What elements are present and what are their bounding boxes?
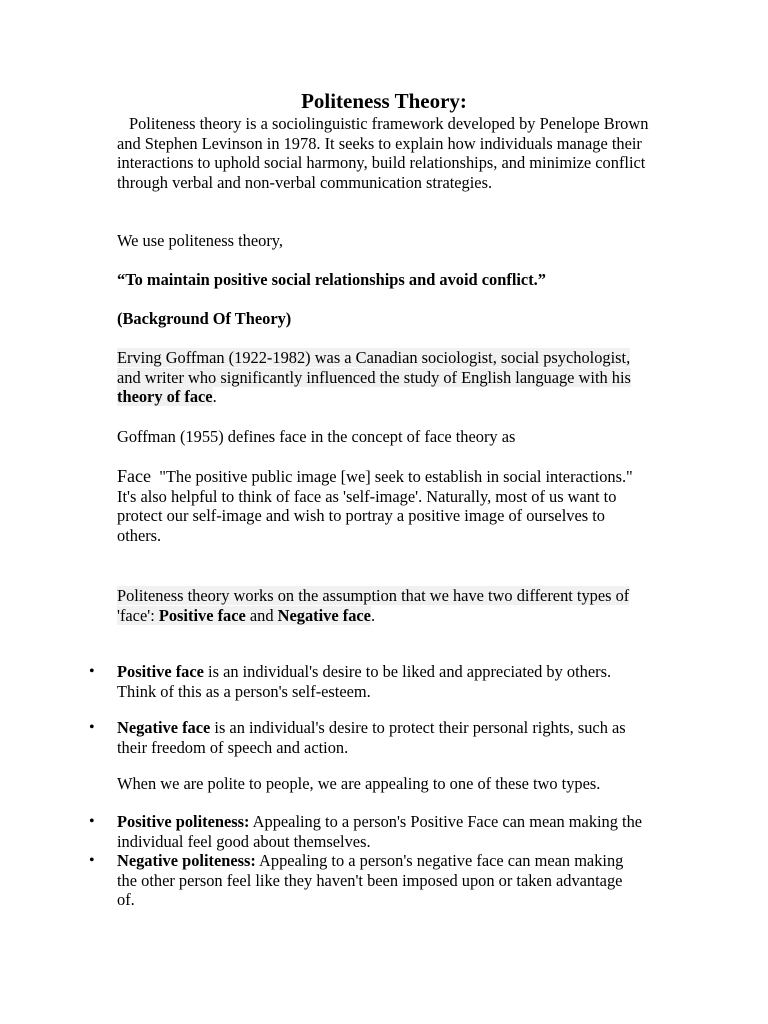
positive-politeness-text: Appealing to a person's Positive Face can mean making the individual feel good about themselves. xyxy=(117,812,643,851)
intro-paragraph xyxy=(117,114,657,192)
bullet-icon: • xyxy=(89,663,95,680)
types-paragraph xyxy=(117,586,637,625)
negative-politeness-item xyxy=(117,851,637,910)
positive-face-item xyxy=(117,662,647,701)
positive-politeness-term: Positive politeness: xyxy=(117,812,250,831)
goffman-text: Erving Goffman (1922-1982) was a Canadian sociologist, social psychologist, and writer who significantly influenced the study of English language with his xyxy=(117,348,631,387)
types-positive-face: Positive face xyxy=(158,605,246,625)
negative-politeness-text: Appealing to a person's negative face can mean making the other person feel like they haven't been imposed upon or taken advantage of. xyxy=(117,851,624,910)
positive-face-term: Positive face xyxy=(117,662,204,681)
background-heading-text: (Background Of Theory) xyxy=(117,309,292,328)
negative-face-term: Negative face xyxy=(117,718,211,737)
goffman-paragraph xyxy=(117,348,657,407)
types-and: and xyxy=(245,605,278,625)
bullet-icon: • xyxy=(89,852,95,869)
face-word: Face xyxy=(117,466,151,486)
face-definition-paragraph xyxy=(117,467,637,545)
quote-line xyxy=(117,270,657,290)
negative-face-text: is an individual's desire to protect their personal rights, such as their freedom of speech and action. xyxy=(117,718,626,757)
theory-of-face-bold: theory of face xyxy=(117,387,213,407)
use-line: We use politeness theory, xyxy=(117,231,284,250)
negative-politeness-term: Negative politeness: xyxy=(117,851,256,870)
types-end: . xyxy=(370,605,376,625)
defines-line: Goffman (1955) defines face in the concept of face theory as xyxy=(117,427,516,446)
goffman-end: . xyxy=(212,387,217,407)
appeal-line: When we are polite to people, we are appealing to one of these two types. xyxy=(117,774,601,793)
bullet-icon: • xyxy=(89,719,95,736)
negative-face-item xyxy=(117,718,647,757)
background-heading xyxy=(117,309,657,329)
positive-politeness-item xyxy=(117,812,647,851)
positive-face-text: is an individual's desire to be liked and appreciated by others. Think of this as a person's self-esteem. xyxy=(117,662,612,701)
face-definition-text: "The positive public image [we] seek to establish in social interactions." It's also helpful to think of face as 'self-image'. Naturally, most of us want to protect our self-image and wish to portray a positive image of ourselves to others. xyxy=(117,467,633,545)
types-negative-face: Negative face xyxy=(277,605,371,625)
types-text: Politeness theory works on the assumption that we have two different types of 'face': xyxy=(117,586,630,625)
quote-text: “To maintain positive social relationships and avoid conflict.” xyxy=(117,270,546,289)
intro-text: Politeness theory is a sociolinguistic framework developed by Penelope Brown and Stephen Levinson in 1978. It seeks to explain how individuals manage their interactions to uphold social harmony, build relationships, and minimize conflict through verbal and non-verbal communication strategies. xyxy=(117,114,649,192)
page-title: Politeness Theory: xyxy=(301,89,467,113)
bullet-icon: • xyxy=(89,813,95,830)
